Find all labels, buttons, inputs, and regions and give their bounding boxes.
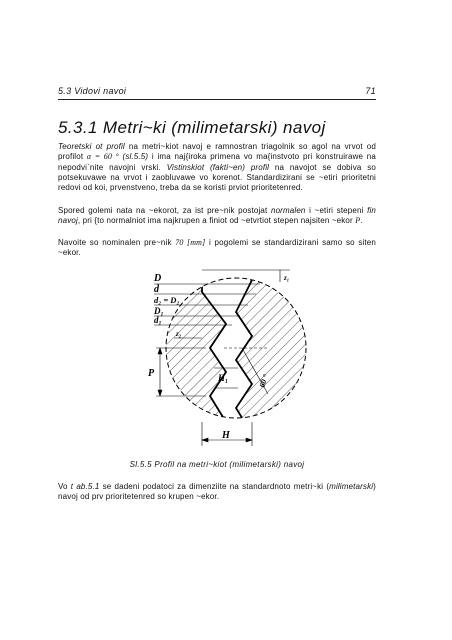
p4-text-2: se dadeni podatoci za dimenziite na standardnoto metri~ki ( <box>99 482 330 491</box>
p4-text-3: ) navoj od prv prioritetenred so krupen ~ekor. <box>58 482 376 502</box>
thread-profile-figure <box>140 262 310 450</box>
term-theoretical-profile: Teoretski ot profil <box>58 142 125 151</box>
term-actual-profile: Vistinskiot (fakti~en) profil <box>166 162 270 172</box>
alpha-symbol: α = 60 ° <box>86 152 119 162</box>
label-d2-D2: d₂ = D₂ <box>154 295 180 305</box>
label-H1: H₁ <box>218 373 229 383</box>
label-d: d <box>154 284 159 295</box>
paragraph-1 <box>58 142 376 193</box>
p1-text-1: na metri~kiot navoj e ramnostran triagolnik so agol na vrvot od profilot <box>58 142 376 162</box>
header-section-title: 5.3 Vidovi navoi <box>58 86 127 96</box>
header-rule <box>58 99 376 100</box>
label-d1: d₁ <box>154 315 162 325</box>
table-reference: t ab.5.1 <box>70 482 100 491</box>
diameter-value: 70 [mm] <box>175 238 206 247</box>
p4-text-1: Vo <box>58 482 71 491</box>
label-H: H <box>222 430 230 441</box>
p2-text-2: i ~etiri stepeni <box>305 206 368 215</box>
figure-caption: Sl.5.5 Profil na metri~kiot (milimetarski) navoj <box>129 460 305 469</box>
term-millimetric: milimetarski <box>329 482 374 491</box>
p2-text-4: . <box>360 216 363 226</box>
p2-text-1: Spored golemi nata na ~ekorot, za ist pre~nik postojat <box>58 206 271 215</box>
label-D: D <box>154 273 162 284</box>
paragraph-4 <box>58 482 376 503</box>
running-header <box>58 86 376 96</box>
term-normal: normalen <box>270 206 306 215</box>
paragraph-2 <box>58 206 376 227</box>
term-fine-thread: fin navoj <box>58 206 376 226</box>
page-number: 71 <box>365 86 376 96</box>
pitch-symbol: P <box>355 216 361 226</box>
thread-profile-drawing <box>140 262 310 450</box>
p1-text-2: i ima naj{iroka primena vo ma{instvoto pri konstruirawe na nepodvi`nite navojni vrski. <box>58 152 377 172</box>
label-D1: D₁ <box>154 306 164 316</box>
label-z2: z₂ <box>176 330 182 338</box>
nut-hatch <box>236 272 310 432</box>
label-z1: z₁ <box>284 274 290 282</box>
section-heading: 5.3.1 Metri~ki (milimetarski) navoj <box>58 118 326 137</box>
p2-text-3: , pri {to normalniot ima najkrupen a finiot od ~etvrtiot stepen najsiten ~ekor <box>77 216 356 226</box>
label-angle-60: 60 ° <box>257 373 271 389</box>
paragraph-3 <box>58 238 376 259</box>
p1-text-3: na navojot se dobiva so potsekuvawe na vrvot i zaobluvawe vo korenot. Standardizirani se ~etiri prioritetni redovi od koi, prvenstveno, treba da se koristi prviot prioritetenred. <box>58 162 376 193</box>
label-P: P <box>148 368 155 379</box>
figure-reference: (sl.5.5) <box>118 152 149 162</box>
p3-text-1: Navoite so nominalen pre~nik <box>58 238 176 247</box>
p3-text-2: i pogolemi se standardizirani samo so siten ~ekor. <box>58 238 376 258</box>
